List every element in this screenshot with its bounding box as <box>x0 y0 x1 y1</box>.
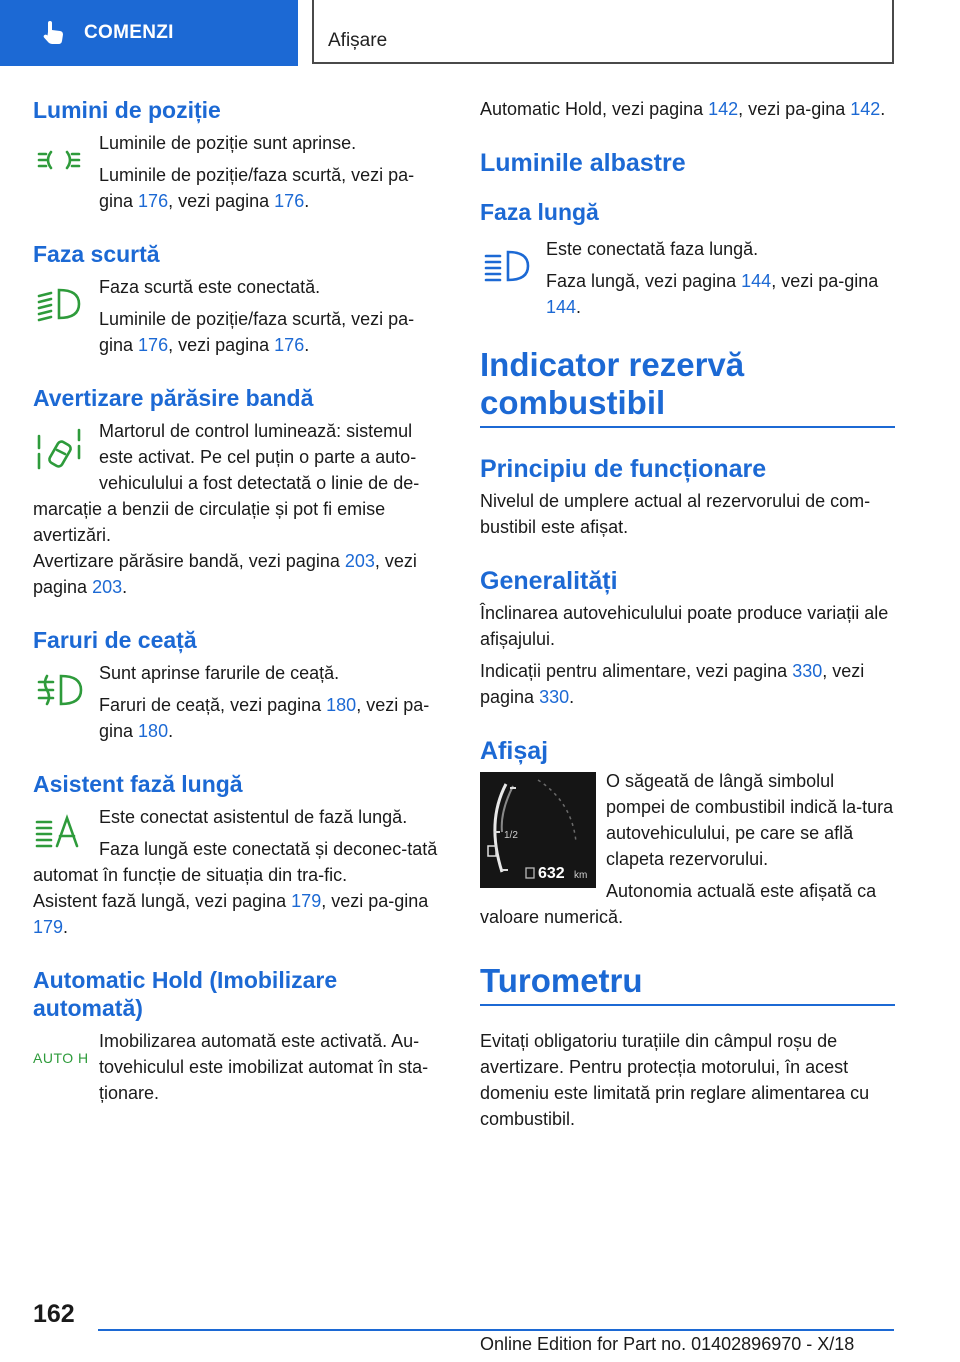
page-link[interactable]: 176 <box>138 191 169 211</box>
lane-departure-icon <box>33 426 85 478</box>
text: , vezi pagina <box>168 191 275 211</box>
paragraph <box>99 162 448 214</box>
text: Asistent fază lungă, vezi pagina <box>33 891 292 911</box>
section-title: Luminile albastre <box>480 149 686 177</box>
high-beam-assistant-icon <box>33 812 85 852</box>
page-link[interactable]: 330 <box>539 687 570 707</box>
section-title: Automatic Hold (Imobilizare automată) <box>33 967 338 1021</box>
section-title: Generalități <box>480 567 618 595</box>
position-lights-icon <box>33 140 85 180</box>
gauge-range-value: 632 <box>538 865 565 882</box>
section-title: Faruri de ceață <box>33 627 197 653</box>
gauge-half-label: 1/2 <box>504 830 518 841</box>
commands-tab[interactable] <box>0 0 298 66</box>
section-high-beam <box>480 198 895 320</box>
auto-hold-icon <box>33 1050 93 1068</box>
text: Automatic Hold, vezi pagina <box>480 99 709 119</box>
paragraph <box>99 692 448 744</box>
text: , vezi pa-gina <box>771 271 879 291</box>
text: , vezi pagina <box>480 661 865 707</box>
section-position-lights <box>33 96 448 214</box>
paragraph: Martorul de control luminează: sistemul este activat. Pe cel puțin o parte a auto-vehiculului a fost detectată o linie de de-marcație a benzii de circulație și pot fi emise avertizări. <box>33 421 420 545</box>
text: Luminile de poziție/faza scurtă, vezi pa-gina <box>99 165 415 211</box>
page-link[interactable]: 203 <box>92 577 123 597</box>
icon-paragraph <box>33 130 448 214</box>
page-link[interactable]: 142 <box>850 99 881 119</box>
right-column <box>480 96 895 1132</box>
text: , vezi pagina <box>33 551 417 597</box>
text: . <box>122 577 128 597</box>
page-link[interactable]: 142 <box>708 99 739 119</box>
section-title: Lumini de poziție <box>33 97 221 123</box>
page-link[interactable]: 144 <box>741 271 772 291</box>
icon-paragraph <box>33 804 448 940</box>
footer-divider <box>98 1329 894 1331</box>
paragraph: Este conectată faza lungă. <box>546 239 759 259</box>
section-tab-label: Afișare <box>328 30 388 51</box>
page-link[interactable]: 179 <box>33 917 64 937</box>
text: Indicații pentru alimentare, vezi pagina <box>480 661 793 681</box>
low-beam-icon <box>33 284 85 324</box>
paragraph: O săgeată de lângă simbolul pompei de combustibil indică la-tura autovehiculului, pe care se află clapeta rezervorului. <box>606 771 894 869</box>
left-column <box>33 96 448 1132</box>
page-link[interactable]: 144 <box>546 297 577 317</box>
text: . <box>304 335 310 355</box>
hand-icon <box>40 19 68 47</box>
paragraph <box>480 96 895 122</box>
page-link[interactable]: 180 <box>326 695 357 715</box>
section-title: Afișaj <box>480 737 549 765</box>
page-header <box>0 0 960 66</box>
paragraph: Imobilizarea automată este activată. Au-tovehiculul este imobilizat automat în sta-ționare. <box>99 1031 429 1103</box>
paragraph <box>546 268 895 320</box>
paragraph <box>480 658 895 710</box>
paragraph <box>33 888 448 940</box>
page-link[interactable]: 176 <box>138 335 169 355</box>
chapter-title: Turometru <box>480 962 895 1006</box>
text: . <box>569 687 575 707</box>
text: , vezi pagina <box>168 335 275 355</box>
paragraph <box>99 306 448 358</box>
page-link[interactable]: 180 <box>138 721 169 741</box>
text: , vezi pa-gina <box>321 891 429 911</box>
auto-hold-icon-text: AUTO H <box>33 1050 89 1066</box>
page-number: 162 <box>33 1300 75 1328</box>
section-general <box>480 566 895 710</box>
page-link[interactable]: 179 <box>291 891 322 911</box>
section-low-beam <box>33 240 448 358</box>
section-automatic-hold <box>33 966 448 1106</box>
icon-paragraph <box>33 660 448 744</box>
edition-note: Online Edition for Part no. 01402896970 - X/18 <box>480 1334 855 1354</box>
paragraph: Faza scurtă este conectată. <box>99 277 321 297</box>
commands-tab-label: COMENZI <box>84 22 174 43</box>
icon-paragraph <box>480 236 895 320</box>
paragraph: Nivelul de umplere actual al rezervorului de com-bustibil este afișat. <box>480 491 871 537</box>
text: Luminile de poziție/faza scurtă, vezi pa-gina <box>99 309 415 355</box>
section-tab[interactable] <box>312 0 894 64</box>
paragraph: Este conectat asistentul de fază lungă. <box>99 807 408 827</box>
section-title: Faza scurtă <box>33 241 160 267</box>
text: . <box>880 99 886 119</box>
paragraph: Sunt aprinse farurile de ceață. <box>99 663 340 683</box>
text: . <box>63 917 69 937</box>
section-title: Avertizare părăsire bandă <box>33 385 314 411</box>
section-title: Faza lungă <box>480 199 599 225</box>
paragraph: Luminile de poziție sunt aprinse. <box>99 133 357 153</box>
text: . <box>168 721 174 741</box>
paragraph: Faza lungă este conectată și deconec-tată automat în funcție de situația din tra-fic. <box>33 839 438 885</box>
section-title: Asistent fază lungă <box>33 771 243 797</box>
section-display <box>480 736 895 930</box>
paragraph: Evitați obligatoriu turațiile din câmpul roșu de avertizare. Pentru protecția motorului, în acest domeniu este limitată prin reglare alimentarea cu combustibil. <box>480 1031 870 1129</box>
chapter-title: Indicator rezervă combustibil <box>480 346 895 428</box>
icon-paragraph <box>33 1028 448 1106</box>
section-high-beam-assistant <box>33 770 448 940</box>
icon-paragraph <box>33 274 448 358</box>
paragraph: Înclinarea autovehiculului poate produce variații ale afișajului. <box>480 603 889 649</box>
text: . <box>304 191 310 211</box>
section-lane-departure <box>33 384 448 600</box>
section-fog-lights <box>33 626 448 744</box>
text: Faza lungă, vezi pagina <box>546 271 742 291</box>
gauge-range-unit: km <box>574 870 588 881</box>
paragraph <box>33 548 448 600</box>
text: . <box>576 297 582 317</box>
high-beam-icon <box>480 246 532 286</box>
text: Faruri de ceață, vezi pagina <box>99 695 327 715</box>
page-link[interactable]: 330 <box>792 661 823 681</box>
fog-light-icon <box>33 670 85 710</box>
text: , vezi pa-gina <box>99 695 430 741</box>
page-link[interactable]: 176 <box>274 191 305 211</box>
section-principle <box>480 454 895 540</box>
paragraph: Autonomia actuală este afișată ca valoare numerică. <box>480 881 877 927</box>
icon-paragraph <box>33 418 448 600</box>
text: Avertizare părăsire bandă, vezi pagina <box>33 551 345 571</box>
section-title: Principiu de funcționare <box>480 455 767 483</box>
text: , vezi pa-gina <box>738 99 851 119</box>
page-link[interactable]: 176 <box>274 335 305 355</box>
page-link[interactable]: 203 <box>344 551 375 571</box>
fuel-gauge-display <box>480 772 596 888</box>
